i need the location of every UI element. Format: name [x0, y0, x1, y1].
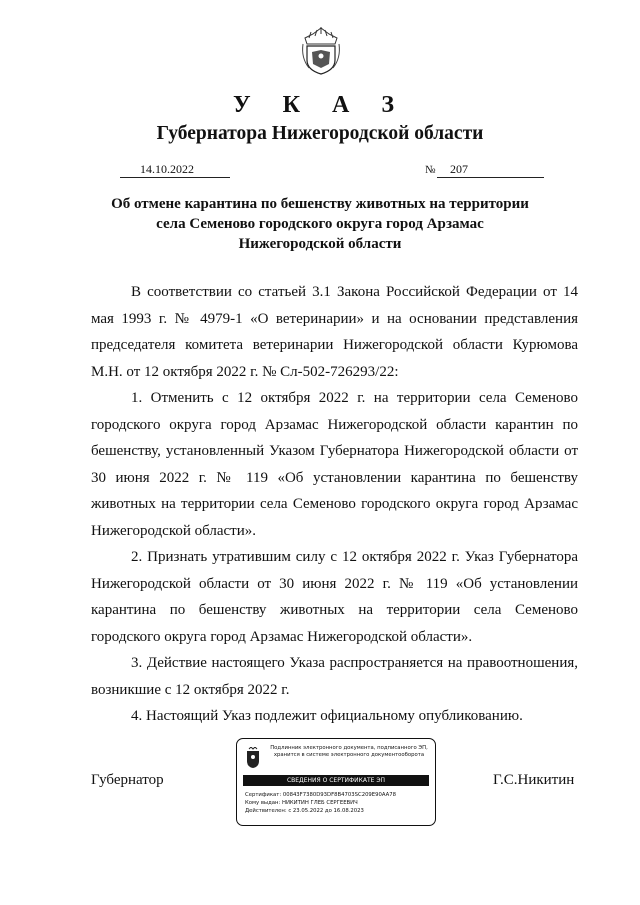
clause-1-paragraph: 1. Отменить с 12 октября 2022 г. на территории села Семеново городского округа город Арзамас Нижегородской области карантин по бешенству, установленный Указом Губернатора Нижегородской области от 30 июня 2022 г. № 119 «Об установлении карантина по бешенству животных на территории села Семеново городского округа город Арзамас Нижегородской области».	[91, 390, 578, 539]
owner-value: НИКИТИН ГЛЕБ СЕРГЕЕВИЧ	[281, 800, 358, 806]
signatory-name: Г.С.Никитин	[493, 772, 575, 788]
heading-line: Нижегородской области	[238, 236, 402, 252]
stamp-note-line: Подлинник электронного документа, подписанного ЭП,	[270, 745, 428, 751]
signatory-position: Губернатор	[91, 772, 164, 788]
validity-row	[245, 807, 396, 815]
stamp-emblem-icon	[246, 747, 260, 769]
certificate-value: 00843F7380D93DF8B4703SC209E90AA78	[282, 792, 397, 798]
stamp-note-line: хранится в системе электронного документооборота	[273, 752, 425, 758]
document-type-title: У К А З	[232, 92, 407, 118]
stamp-title-bar: СВЕДЕНИЯ О СЕРТИФИКАТЕ ЭП	[243, 775, 429, 786]
validity-value: с 23.05.2022 до 16.08.2023	[288, 808, 364, 814]
certificate-label: Сертификат:	[245, 792, 282, 798]
clause-2-paragraph: 2. Признать утратившим силу с 12 октября 2022 г. Указ Губернатора Нижегородской области от 30 июня 2022 г. № 119 «Об установлении карантина по бешенству животных на территории села Семеново городского округа город Арзамас Нижегородской области».	[91, 549, 578, 645]
heading-line: села Семеново городского округа город Арзамас	[156, 216, 484, 232]
owner-row	[245, 799, 396, 807]
e-signature-stamp	[236, 738, 436, 826]
heading-line: Об отмене карантина по бешенству животных на территории	[111, 196, 529, 212]
document-body	[91, 279, 578, 730]
document-date: 14.10.2022	[140, 162, 194, 176]
stamp-note	[264, 745, 434, 759]
number-label: №	[425, 164, 436, 176]
certificate-row	[245, 791, 396, 799]
validity-label: Действителен:	[245, 808, 287, 814]
document-heading	[80, 194, 560, 254]
stamp-details	[245, 791, 396, 815]
clause-4-paragraph: 4. Настоящий Указ подлежит официальному опубликованию.	[131, 708, 523, 724]
issuer-subtitle: Губернатора Нижегородской области	[156, 123, 484, 144]
preamble-paragraph: В соответствии со статьей 3.1 Закона Российской Федерации от 14 мая 1993 г. № 4979-1 «О ветеринарии» и на основании представления председателя комитета ветеринарии Нижегородской области Курюмова М.Н. от 12 октября 2022 г. № Сл-502-726293/22:	[91, 284, 578, 380]
clause-3-paragraph: 3. Действие настоящего Указа распространяется на правоотношения, возникшие с 12 октября 2022 г.	[91, 655, 578, 698]
coat-of-arms-icon	[299, 24, 343, 76]
document-number: 207	[450, 162, 468, 176]
owner-label: Кому выдан:	[245, 800, 281, 806]
